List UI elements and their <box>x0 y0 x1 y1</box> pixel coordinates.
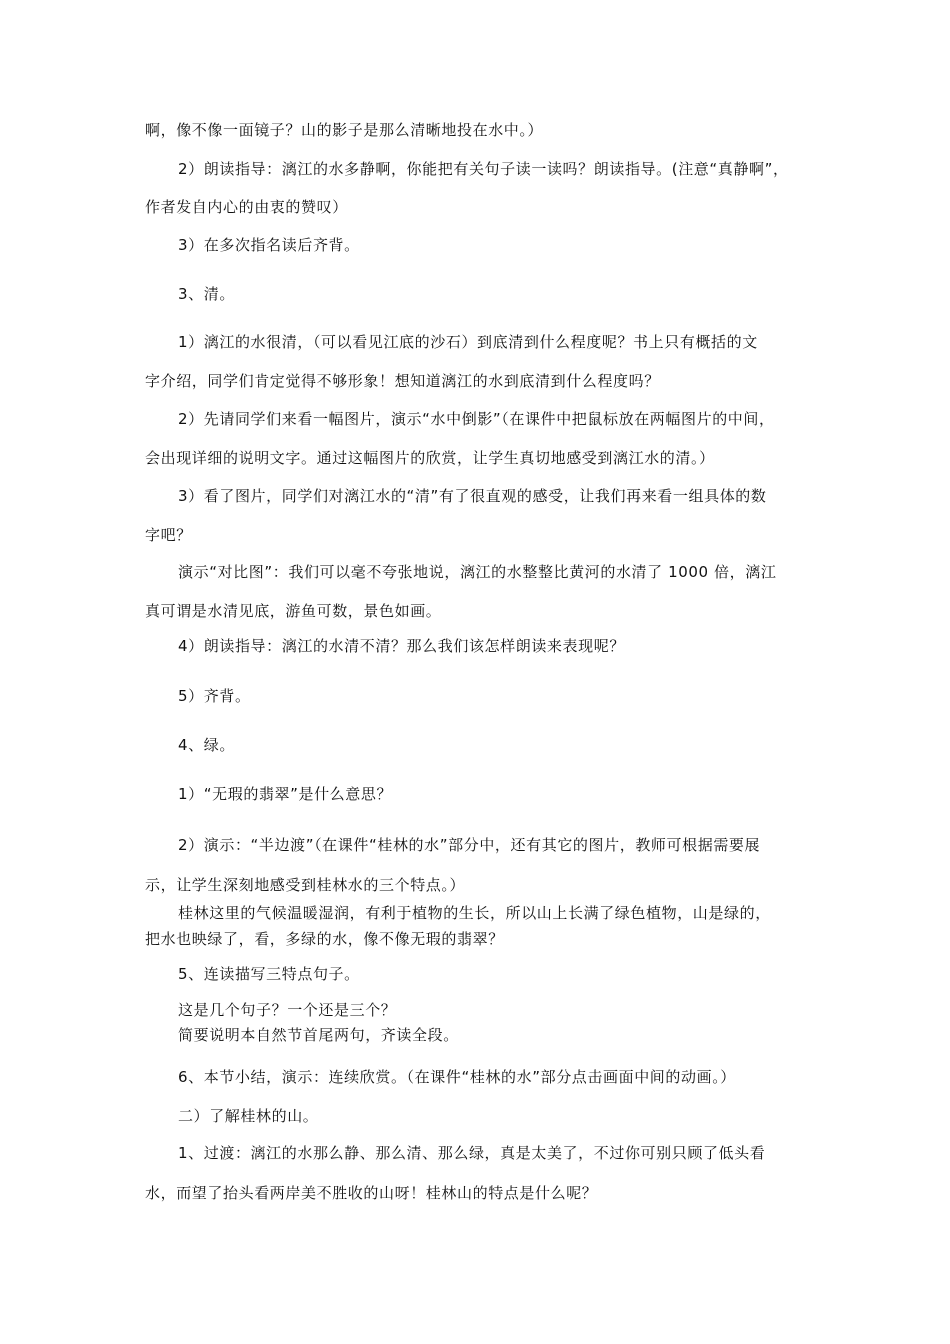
section-heading: 4、绿。 <box>178 736 235 754</box>
text-line: 3）看了图片，同学们对漓江水的“清”有了很直观的感受，让我们再来看一组具体的数 <box>178 487 767 505</box>
text-line: 2）先请同学们来看一幅图片，演示“水中倒影”（在课件中把鼠标放在两幅图片的中间， <box>178 410 775 428</box>
text-line: 这是几个句子？一个还是三个？ <box>178 1001 397 1019</box>
text-line: 4）朗读指导：漓江的水清不清？那么我们该怎样朗读来表现呢？ <box>178 637 625 655</box>
text-line: 把水也映绿了，看，多绿的水，像不像无瑕的翡翠？ <box>145 930 504 948</box>
text-line: 1）“无瑕的翡翠”是什么意思？ <box>178 785 393 803</box>
section-heading: 6、本节小结，演示：连续欣赏。（在课件“桂林的水”部分点击画面中间的动画。） <box>178 1068 736 1086</box>
text-line: 2）朗读指导：漓江的水多静啊，你能把有关句子读一读吗？朗读指导。(注意“真静啊”， <box>178 160 789 178</box>
text-line: 真可谓是水清见底，游鱼可数，景色如画。 <box>145 602 442 620</box>
section-heading: 5、连读描写三特点句子。 <box>178 965 360 983</box>
text-line: 水，而望了抬头看两岸美不胜收的山呀！桂林山的特点是什么呢？ <box>145 1184 598 1202</box>
text-line: 简要说明本自然节首尾两句，齐读全段。 <box>178 1026 459 1044</box>
text-line: 作者发自内心的由衷的赞叹） <box>145 198 348 216</box>
text-line: 1）漓江的水很清，（可以看见江底的沙石）到底清到什么程度呢？书上只有概括的文 <box>178 333 758 351</box>
text-line: 2）演示：“半边渡”（在课件“桂林的水”部分中，还有其它的图片，教师可根据需要展 <box>178 836 761 854</box>
text-line: 示，让学生深刻地感受到桂林水的三个特点。） <box>145 876 466 894</box>
text-line: 字介绍，同学们肯定觉得不够形象！想知道漓江的水到底清到什么程度吗？ <box>145 372 660 390</box>
section-heading: 二）了解桂林的山。 <box>178 1107 319 1125</box>
text-line: 啊，像不像一面镜子？山的影子是那么清晰地投在水中。） <box>145 121 544 139</box>
text-line: 字吧？ <box>145 526 192 544</box>
text-line: 3）在多次指名读后齐背。 <box>178 236 360 254</box>
text-line: 演示“对比图”：我们可以毫不夸张地说，漓江的水整整比黄河的水清了 1000 倍，漓江 <box>178 563 777 581</box>
section-heading: 3、清。 <box>178 285 235 303</box>
text-line: 1、过渡：漓江的水那么静、那么清、那么绿，真是太美了，不过你可别只顾了低头看 <box>178 1144 766 1162</box>
text-line: 桂林这里的气候温暖湿润，有利于植物的生长，所以山上长满了绿色植物，山是绿的， <box>178 904 771 922</box>
text-line: 5）齐背。 <box>178 687 251 705</box>
text-line: 会出现详细的说明文字。通过这幅图片的欣赏，让学生真切地感受到漓江水的清。） <box>145 449 715 467</box>
